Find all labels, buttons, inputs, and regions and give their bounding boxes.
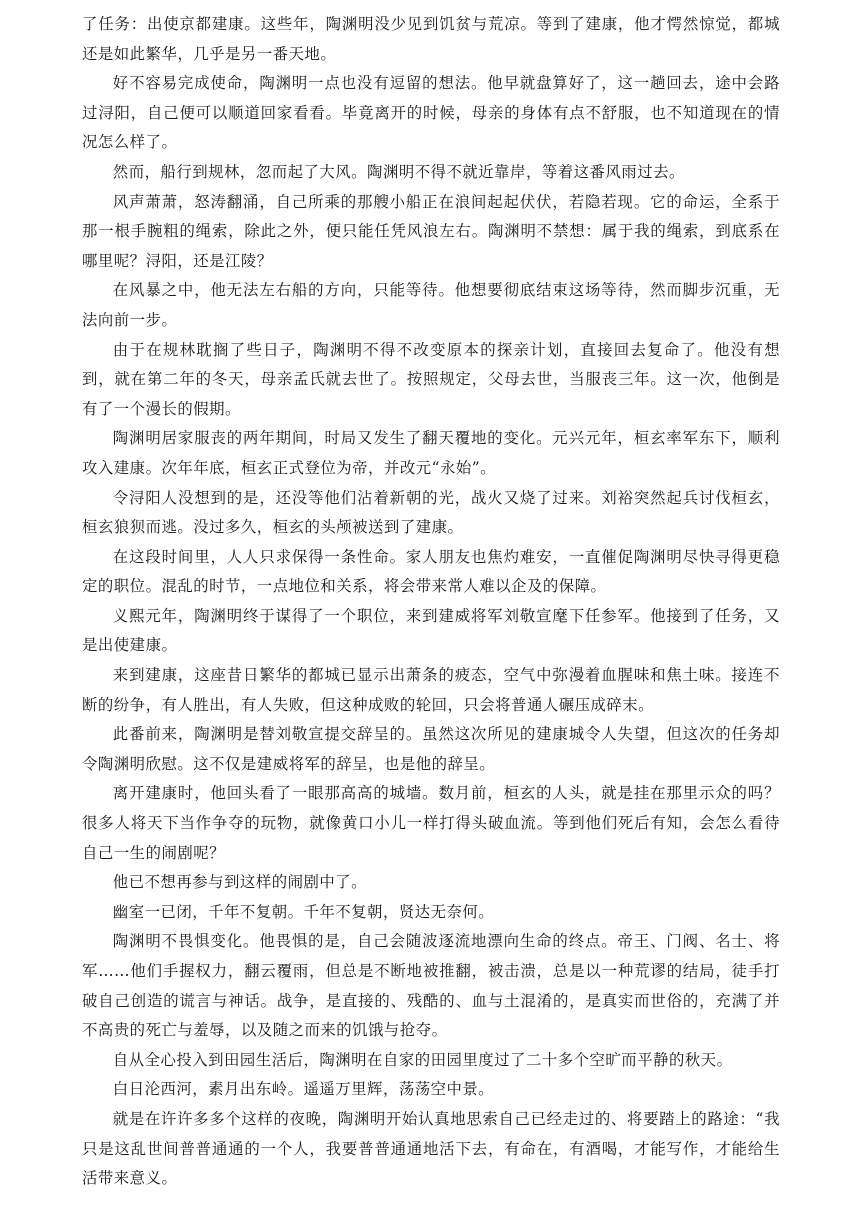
- paragraph-5: 在风暴之中，他无法左右船的方向，只能等待。他想要彻底结束这场等待，然而脚步沉重，无法向前一步。: [82, 281, 780, 329]
- paragraph-7: 陶渊明居家服丧的两年期间，时局又发生了翻天覆地的变化。元兴元年，桓玄率军东下，顺利攻入建康。次年年底，桓玄正式登位为帝，并改元“永始”。: [82, 429, 780, 477]
- paragraph-6: 由于在规林耽搁了些日子，陶渊明不得不改变原本的探亲计划，直接回去复命了。他没有想到，就在第二年的冬天，母亲孟氏就去世了。按照规定，父母去世，当服丧三年。这一次，他倒是有了一个漫长的假期。: [82, 340, 780, 418]
- paragraph-11: 来到建康，这座昔日繁华的都城已显示出萧条的疲态，空气中弥漫着血腥味和焦土味。接连不断的纷争，有人胜出，有人失败，但这种成败的轮回，只会将普通人碾压成碎末。: [82, 666, 780, 714]
- paragraph-2: 好不容易完成使命，陶渊明一点也没有逗留的想法。他早就盘算好了，这一趟回去，途中会路过浔阳，自己便可以顺道回家看看。毕竟离开的时候，母亲的身体有点不舒服，也不知道现在的情况怎么样了。: [82, 74, 780, 152]
- paragraph-9: 在这段时间里，人人只求保得一条性命。家人朋友也焦灼难安，一直催促陶渊明尽快寻得更稳定的职位。混乱的时节，一点地位和关系，将会带来常人难以企及的保障。: [82, 547, 780, 596]
- paragraph-10: 义熙元年，陶渊明终于谋得了一个职位，来到建威将军刘敬宣麾下任参军。他接到了任务，又是出使建康。: [82, 606, 780, 655]
- paragraph-12: 此番前来，陶渊明是替刘敬宣提交辞呈的。虽然这次所见的建康城令人失望，但这次的任务却令陶渊明欣慰。这不仅是建威将军的辞呈，也是他的辞呈。: [82, 725, 780, 773]
- paragraph-8: 令浔阳人没想到的是，还没等他们沾着新朝的光，战火又烧了过来。刘裕突然起兵讨伐桓玄，桓玄狼狈而逃。没过多久，桓玄的头颅被送到了建康。: [82, 488, 780, 537]
- paragraph-16: 陶渊明不畏惧变化。他畏惧的是，自己会随波逐流地漂向生命的终点。帝王、门阀、名士、将军……他们手握权力，翻云覆雨，但总是不断地被推翻，被击溃，总是以一种荒谬的结局，徒手打破自己创造的谎言与神话。战争，是直接的、残酷的、血与土混淆的，是真实而世俗的，充满了并不高贵的死亡与羞辱，以及随之而来的饥饿与抢夺。: [82, 932, 780, 1040]
- paragraph-13: 离开建康时，他回头看了一眼那高高的城墙。数月前，桓玄的人头，就是挂在那里示众的吗？很多人将天下当作争夺的玩物，就像黄口小儿一样打得头破血流。等到他们死后有知，会怎么看待自己一生的闹剧呢？: [82, 784, 780, 862]
- paragraph-19: 就是在许许多多个这样的夜晚，陶渊明开始认真地思索自己已经走过的、将要踏上的路途：“我只是这乱世间普普通通的一个人，我要普普通通地活下去，有命在，有酒喝，才能写作，才能给生活带来意义。: [82, 1109, 780, 1188]
- paragraph-4: 风声萧萧，怒涛翻涌，自己所乘的那艘小船正在浪间起起伏伏，若隐若现。它的命运，全系于那一根手腕粗的绳索，除此之外，便只能任凭风浪左右。陶渊明不禁想：属于我的绳索，到底系在哪里呢？浔阳，还是江陵？: [82, 192, 780, 270]
- poem-line-2: 白日沦西河，素月出东岭。遥遥万里辉，荡荡空中景。: [112, 1080, 495, 1099]
- paragraph-1: 了任务：出使京都建康。这些年，陶渊明没少见到饥贫与荒凉。等到了建康，他才愕然惊觉，都城还是如此繁华，几乎是另一番天地。: [82, 15, 780, 63]
- paragraph-3: 然而，船行到规林，忽而起了大风。陶渊明不得不就近靠岸，等着这番风雨过去。: [112, 162, 685, 181]
- paragraph-17: 自从全心投入到田园生活后，陶渊明在自家的田园里度过了二十多个空旷而平静的秋天。: [112, 1050, 733, 1069]
- document-page: [82, 10, 780, 1194]
- paragraph-14: 他已不想再参与到这样的闹剧中了。: [112, 873, 368, 892]
- poem-line-1: 幽室一已闭，千年不复朝。千年不复朝，贤达无奈何。: [112, 902, 495, 921]
